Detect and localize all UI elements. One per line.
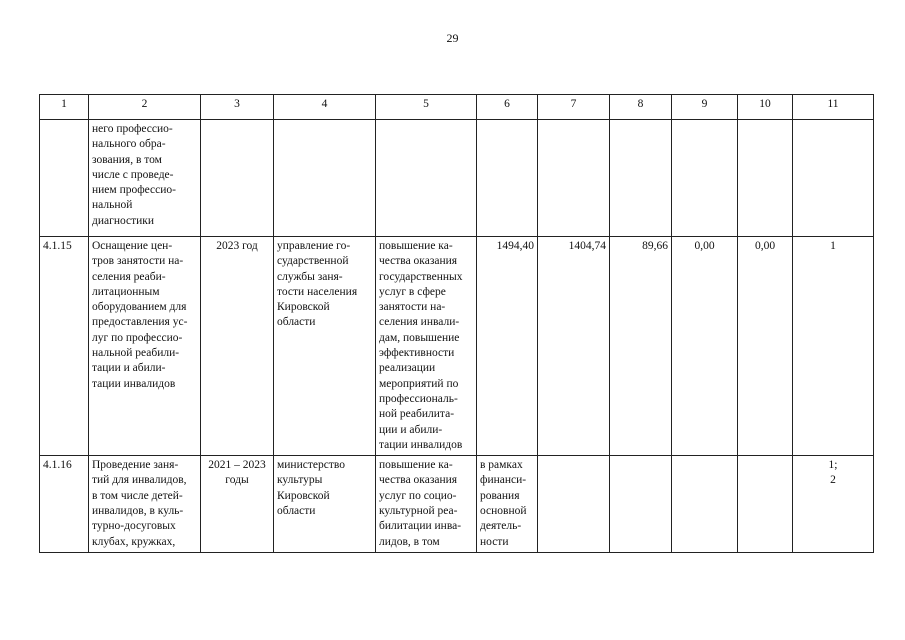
expected-result bbox=[376, 120, 477, 237]
amount-col10 bbox=[738, 120, 793, 237]
column-header: 9 bbox=[672, 95, 738, 120]
column-header: 10 bbox=[738, 95, 793, 120]
column-header: 2 bbox=[89, 95, 201, 120]
amount-col8 bbox=[610, 456, 672, 553]
item-number: 4.1.15 bbox=[40, 237, 89, 456]
amount-col10 bbox=[738, 456, 793, 553]
executor: управление го- сударственной службы заня- тости населения Кировской области bbox=[274, 237, 376, 456]
column-header: 11 bbox=[793, 95, 874, 120]
executor bbox=[274, 120, 376, 237]
expected-result: повышение ка- чества оказания услуг по социо- культурной реа- билитации инва- лидов, в том bbox=[376, 456, 477, 553]
indicator-ref: 1 bbox=[793, 237, 874, 456]
amount-col8: 89,66 bbox=[610, 237, 672, 456]
total-amount bbox=[477, 120, 538, 237]
amount-col9: 0,00 bbox=[672, 237, 738, 456]
column-header: 5 bbox=[376, 95, 477, 120]
total-amount: в рамках финанси- рования основной деятель- ности bbox=[477, 456, 538, 553]
column-header: 1 bbox=[40, 95, 89, 120]
column-header: 4 bbox=[274, 95, 376, 120]
column-header: 7 bbox=[538, 95, 610, 120]
period bbox=[201, 120, 274, 237]
measure-name: Оснащение цен- тров занятости на- селения реаби- литационным оборудованием для предоставления ус- луг по профессио- нальной реабили- тации и абили- тации инвалидов bbox=[89, 237, 201, 456]
indicator-ref bbox=[793, 120, 874, 237]
amount-col7: 1404,74 bbox=[538, 237, 610, 456]
column-header-row bbox=[40, 95, 874, 120]
indicator-ref: 1; 2 bbox=[793, 456, 874, 553]
measures-table bbox=[39, 94, 874, 553]
amount-col8 bbox=[610, 120, 672, 237]
amount-col10: 0,00 bbox=[738, 237, 793, 456]
item-number: 4.1.16 bbox=[40, 456, 89, 553]
total-amount: 1494,40 bbox=[477, 237, 538, 456]
column-header: 8 bbox=[610, 95, 672, 120]
column-header: 6 bbox=[477, 95, 538, 120]
amount-col7 bbox=[538, 456, 610, 553]
column-header: 3 bbox=[201, 95, 274, 120]
item-number bbox=[40, 120, 89, 237]
amount-col7 bbox=[538, 120, 610, 237]
period: 2023 год bbox=[201, 237, 274, 456]
measure-name: него профессио- нального обра- зования, в том числе с проведе- нием профессио- нальной диагностики bbox=[89, 120, 201, 237]
page-number: 29 bbox=[446, 31, 459, 45]
table-row bbox=[40, 456, 874, 553]
expected-result: повышение ка- чества оказания государственных услуг в сфере занятости на- селения инвали- дам, повышение эффективности реализации мероприятий по профессиональ- ной реабилита- ции и абили- тации инвалидов bbox=[376, 237, 477, 456]
period: 2021 – 2023 годы bbox=[201, 456, 274, 553]
amount-col9 bbox=[672, 456, 738, 553]
table-row bbox=[40, 237, 874, 456]
measure-name: Проведение заня- тий для инвалидов, в том числе детей- инвалидов, в куль- турно-досуговых клубах, кружках, bbox=[89, 456, 201, 553]
executor: министерство культуры Кировской области bbox=[274, 456, 376, 553]
table-row bbox=[40, 120, 874, 237]
amount-col9 bbox=[672, 120, 738, 237]
